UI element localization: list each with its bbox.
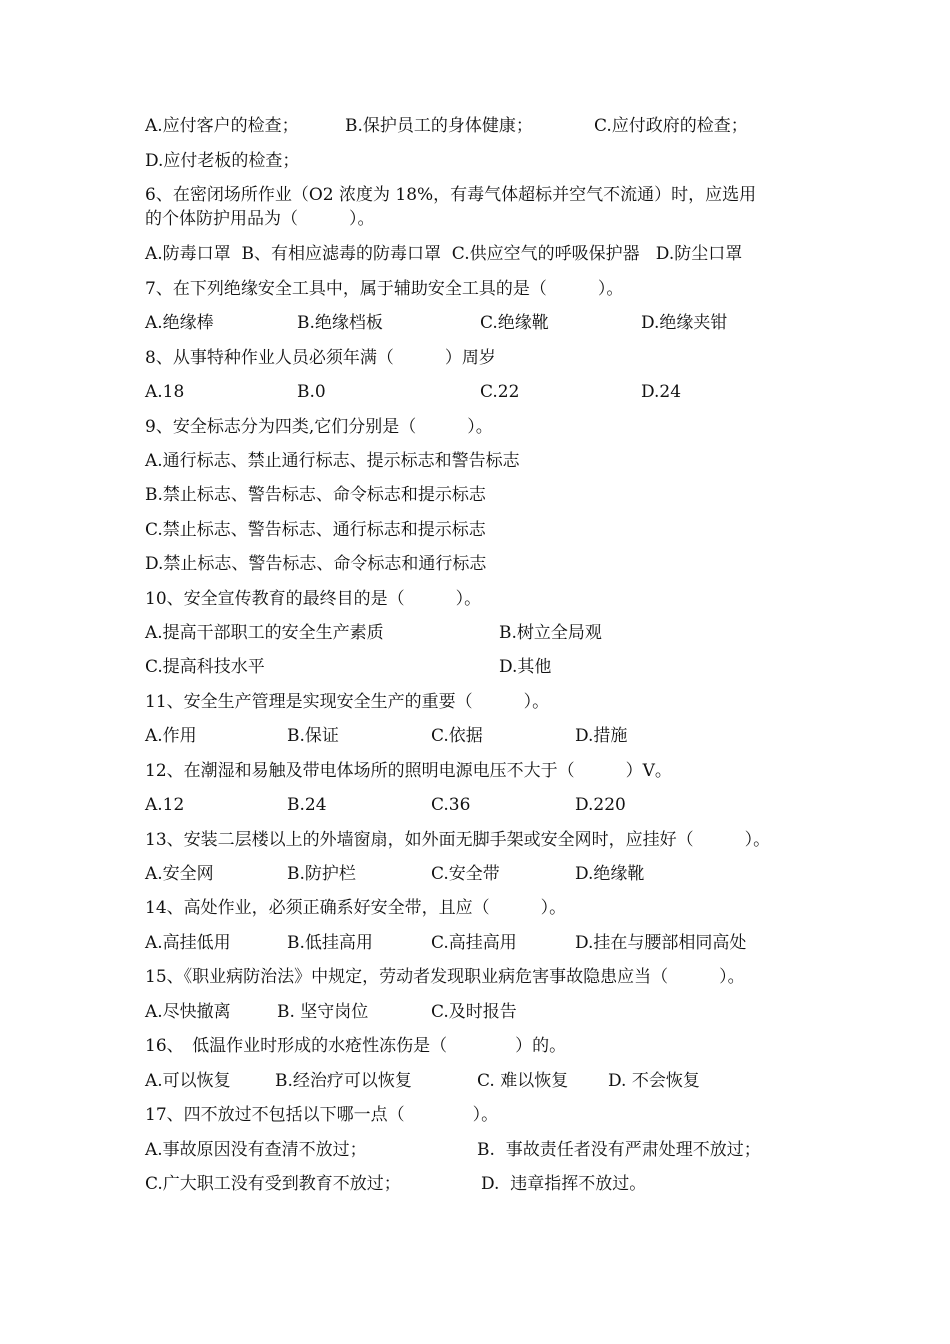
q15-option-a: A.尽快撤离 <box>145 1002 231 1022</box>
q8-option-a: A.18 <box>145 382 185 402</box>
q11-option-b: B.保证 <box>287 726 339 746</box>
q10-option-d: D.其他 <box>499 657 552 677</box>
q11-option-c: C.依据 <box>431 726 483 746</box>
q7-stem: 7、在下列绝缘安全工具中，属于辅助安全工具的是（ ）。 <box>145 279 624 299</box>
q11-option-a: A.作用 <box>145 726 197 746</box>
q12-stem: 12、在潮湿和易触及带电体场所的照明电源电压不大于（ ）V。 <box>145 761 672 781</box>
q13-stem: 13、安装二层楼以上的外墙窗扇，如外面无脚手架或安全网时，应挂好（ ）。 <box>145 830 771 850</box>
q14-option-a: A.高挂低用 <box>145 933 231 953</box>
q9-option-d: D.禁止标志、警告标志、命令标志和通行标志 <box>145 554 487 574</box>
q16-option-d: D. 不会恢复 <box>608 1071 700 1091</box>
q9-option-c: C.禁止标志、警告标志、通行标志和提示标志 <box>145 520 486 540</box>
q16-option-b: B.经治疗可以恢复 <box>275 1071 412 1091</box>
q7-option-b: B.绝缘档板 <box>297 313 383 333</box>
q14-option-b: B.低挂高用 <box>287 933 373 953</box>
q10-option-b: B.树立全局观 <box>499 623 602 643</box>
q12-option-d: D.220 <box>575 795 626 815</box>
q8-option-c: C.22 <box>480 382 520 402</box>
q12-option-b: B.24 <box>287 795 327 815</box>
q9-stem: 9、安全标志分为四类,它们分别是（ ）。 <box>145 417 493 437</box>
q6-stem-line2: 的个体防护用品为（ ）。 <box>145 209 375 229</box>
q12-option-c: C.36 <box>431 795 471 815</box>
q17-option-b: B. 事故责任者没有严肃处理不放过； <box>477 1140 761 1160</box>
q16-stem: 16、 低温作业时形成的水疮性冻伤是（ ）的。 <box>145 1036 567 1056</box>
q7-option-d: D.绝缘夹钳 <box>641 313 728 333</box>
q9-option-a: A.通行标志、禁止通行标志、提示标志和警告标志 <box>145 451 520 471</box>
q13-option-d: D.绝缘靴 <box>575 864 645 884</box>
q17-option-d: D. 违章指挥不放过。 <box>481 1174 647 1194</box>
q16-option-c: C. 难以恢复 <box>477 1071 569 1091</box>
q12-option-a: A.12 <box>145 795 185 815</box>
q15-stem: 15、《职业病防治法》中规定，劳动者发现职业病危害事故隐患应当（ ）。 <box>145 967 745 987</box>
q14-stem: 14、高处作业，必须正确系好安全带，且应（ ）。 <box>145 898 567 918</box>
q6-stem-line1: 6、在密闭场所作业（O2 浓度为 18%，有毒气体超标并空气不流通）时，应选用 <box>145 185 757 205</box>
q15-option-c: C.及时报告 <box>431 1002 517 1022</box>
q14-option-d: D.挂在与腰部相同高处 <box>575 933 747 953</box>
q8-option-b: B.0 <box>297 382 326 402</box>
q9-option-b: B.禁止标志、警告标志、命令标志和提示标志 <box>145 485 486 505</box>
q8-option-d: D.24 <box>641 382 682 402</box>
q5-option-d: D.应付老板的检查； <box>145 151 300 171</box>
q5-option-c: C.应付政府的检查； <box>594 116 748 136</box>
q17-option-a: A.事故原因没有查清不放过； <box>145 1140 367 1160</box>
q7-option-c: C.绝缘靴 <box>480 313 549 333</box>
q7-option-a: A.绝缘棒 <box>145 313 214 333</box>
q5-option-b: B.保护员工的身体健康； <box>345 116 533 136</box>
q10-option-c: C.提高科技水平 <box>145 657 265 677</box>
q14-option-c: C.高挂高用 <box>431 933 517 953</box>
q17-stem: 17、四不放过不包括以下哪一点（ ）。 <box>145 1105 499 1125</box>
q11-stem: 11、安全生产管理是实现安全生产的重要（ ）。 <box>145 692 550 712</box>
q15-option-b: B. 坚守岗位 <box>277 1002 369 1022</box>
q13-option-a: A.安全网 <box>145 864 214 884</box>
q16-option-a: A.可以恢复 <box>145 1071 231 1091</box>
q6-options: A.防毒口罩 B、有相应滤毒的防毒口罩 C.供应空气的呼吸保护器 D.防尘口罩 <box>145 244 743 264</box>
q13-option-c: C.安全带 <box>431 864 500 884</box>
q10-stem: 10、安全宣传教育的最终目的是（ ）。 <box>145 589 482 609</box>
q13-option-b: B.防护栏 <box>287 864 356 884</box>
q11-option-d: D.措施 <box>575 726 628 746</box>
q5-option-a: A.应付客户的检查； <box>145 116 299 136</box>
q17-option-c: C.广大职工没有受到教育不放过； <box>145 1174 401 1194</box>
q10-option-a: A.提高干部职工的安全生产素质 <box>145 623 384 643</box>
q8-stem: 8、从事特种作业人员必须年满（ ）周岁 <box>145 348 496 368</box>
